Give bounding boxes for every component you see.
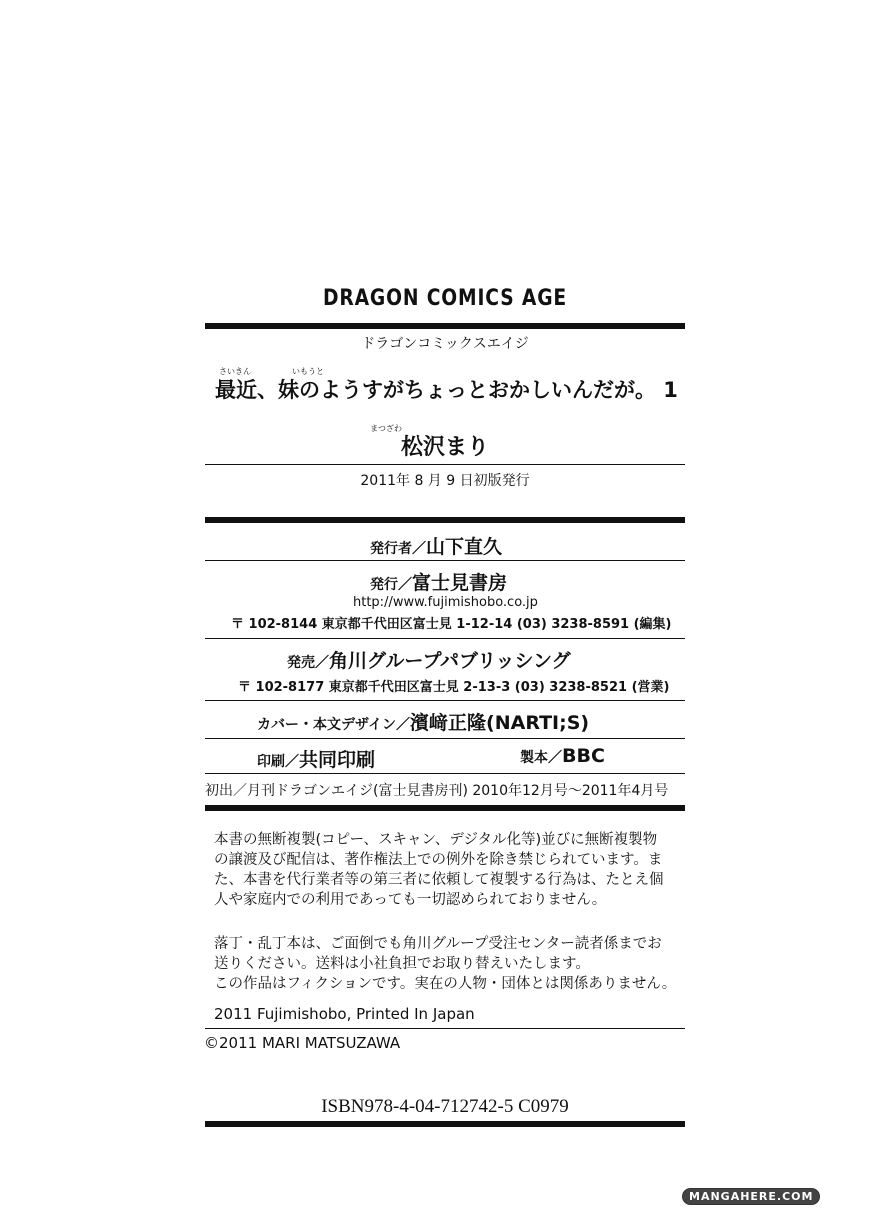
- notice-line: この作品はフィクションです。実在の人物・団体とは関係ありません。: [214, 976, 677, 992]
- first-published: 初出／月刊ドラゴンエイジ(富士見書房刊) 2010年12月号〜2011年4月号: [205, 783, 669, 799]
- printing-label: 印刷／: [257, 754, 299, 770]
- notice-line: 落丁・乱丁本は、ご面倒でも角川グループ受注センター読者係までお: [214, 936, 662, 952]
- replacement-text: [214, 934, 684, 994]
- notice-line: 本書の無断複製(コピー、スキャン、デジタル化等)並びに無断複製物: [214, 832, 658, 848]
- copyright-publisher: 2011 Fujimishobo, Printed In Japan: [214, 1005, 475, 1023]
- design-row: [257, 708, 737, 735]
- notice-line: の譲渡及び配信は、著作権法上での例外を除き禁じられています。ま: [214, 852, 663, 868]
- rule-4: [205, 738, 685, 739]
- rule-date-top: [205, 464, 685, 465]
- binder-name: BBC: [562, 745, 605, 767]
- printer-name: 共同印刷: [299, 749, 376, 771]
- watermark: MANGAHERE.COM: [682, 1188, 820, 1205]
- publisher-person-name: 山下直久: [426, 536, 503, 558]
- publisher-address: 〒 102-8144 東京都千代田区富士見 1-12-14 (03) 3238-8591 (編集): [231, 617, 672, 632]
- rule-colophon-bottom: [205, 805, 685, 811]
- author-name: 松沢まり: [400, 435, 489, 460]
- copyright-author: ©2011 MARI MATSUZAWA: [204, 1034, 401, 1052]
- distributor-name: 角川グループパブリッシング: [329, 650, 571, 672]
- notice-line: 人や家庭内での利用であっても一切認められておりません。: [214, 892, 607, 908]
- publisher-name: 富士見書房: [412, 572, 508, 594]
- notice-line: 送りください。送料は小社負担でお取り替えいたします。: [214, 956, 590, 972]
- publisher-person-label: 発行者／: [370, 541, 426, 557]
- title-ruby-saikin: さいきん: [219, 367, 251, 376]
- design-label: カバー・本文デザイン／: [257, 717, 411, 733]
- publisher-person-row: [370, 532, 850, 559]
- isbn: ISBN978-4-04-712742-5 C0979: [321, 1096, 569, 1117]
- rule-2: [205, 638, 685, 639]
- rule-colophon-top: [205, 517, 685, 523]
- rule-1: [205, 560, 685, 561]
- rule-top: [205, 323, 685, 329]
- publication-date: 2011年 8 月 9 日初版発行: [360, 473, 530, 489]
- series-name-en: DRAGON COMICS AGE: [322, 286, 568, 311]
- binding-row: [520, 745, 605, 767]
- distributor-label: 発売／: [287, 655, 329, 671]
- copyright-notice: [214, 830, 684, 910]
- designer-name: 濱﨑正隆(NARTI;S): [410, 712, 590, 734]
- publisher-url: http://www.fujimishobo.co.jp: [353, 595, 538, 610]
- rule-5: [205, 773, 685, 774]
- printing-row: [257, 745, 375, 772]
- replacement-notice: [214, 934, 684, 1010]
- series-name-jp: ドラゴンコミックスエイジ: [361, 336, 529, 352]
- title-ruby-imouto: いもうと: [292, 367, 324, 376]
- binding-label: 製本／: [520, 750, 562, 766]
- publisher-row: [370, 568, 850, 595]
- publisher-label: 発行／: [370, 577, 412, 593]
- distributor-row: [287, 646, 767, 673]
- legal-notice: [214, 830, 684, 926]
- author-ruby: まつざわ: [370, 424, 402, 433]
- notice-line: た、本書を代行業者等の第三者に依頼して複製する行為は、たとえ個: [214, 872, 664, 888]
- distributor-address: 〒 102-8177 東京都千代田区富士見 2-13-3 (03) 3238-8521 (営業): [238, 680, 670, 695]
- book-title: 最近、妹のようすがちょっとおかしいんだが。 1: [215, 378, 678, 402]
- rule-6: [205, 1028, 685, 1029]
- rule-bottom: [205, 1121, 685, 1127]
- rule-3: [205, 700, 685, 701]
